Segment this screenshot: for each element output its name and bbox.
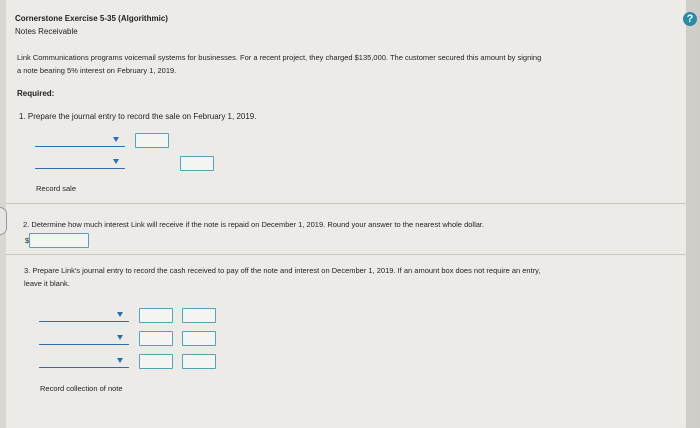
chevron-down-icon [117,312,123,317]
q1-account-select-2[interactable] [35,156,125,169]
exercise-title: Cornerstone Exercise 5-35 (Algorithmic) [15,14,168,23]
q3-account-select-2[interactable] [39,332,129,345]
side-tab [0,207,7,235]
q3-text-line-1: 3. Prepare Link's journal entry to record the cash received to pay off the note and interest on December 1, 2019. If an amount box does not require an entry, [24,266,541,275]
q1-text: 1. Prepare the journal entry to record the sale on February 1, 2019. [19,112,257,121]
divider [6,203,686,204]
q1-credit-input-2[interactable] [180,156,214,171]
q1-account-select-1[interactable] [35,134,125,147]
q3-entry-note: Record collection of note [40,384,123,393]
currency-symbol: $ [25,236,30,245]
q3-credit-input-2[interactable] [182,331,216,346]
chevron-down-icon [117,358,123,363]
help-icon[interactable]: ? [683,12,697,26]
chevron-down-icon [113,159,119,164]
intro-line-2: a note bearing 5% interest on February 1, 2019. [17,66,177,75]
q3-account-select-1[interactable] [39,309,129,322]
intro-line-1: Link Communications programs voicemail systems for businesses. For a recent project, they charged $135,000. The customer secured this amount by signing [17,53,542,62]
chevron-down-icon [117,335,123,340]
q1-debit-input-1[interactable] [135,133,169,148]
q3-debit-input-2[interactable] [139,331,173,346]
q3-account-select-3[interactable] [39,355,129,368]
divider [6,254,686,255]
q3-debit-input-3[interactable] [139,354,173,369]
q2-text: 2. Determine how much interest Link will receive if the note is repaid on December 1, 2019. Round your answer to the nearest whole dollar. [23,220,485,229]
exercise-subtitle: Notes Receivable [15,27,78,36]
q3-credit-input-1[interactable] [182,308,216,323]
q2-interest-input[interactable] [29,233,89,248]
q3-credit-input-3[interactable] [182,354,216,369]
q1-entry-note: Record sale [36,184,77,193]
chevron-down-icon [113,137,119,142]
required-heading: Required: [17,89,55,98]
q3-text-line-2: leave it blank. [24,279,70,288]
q3-debit-input-1[interactable] [139,308,173,323]
